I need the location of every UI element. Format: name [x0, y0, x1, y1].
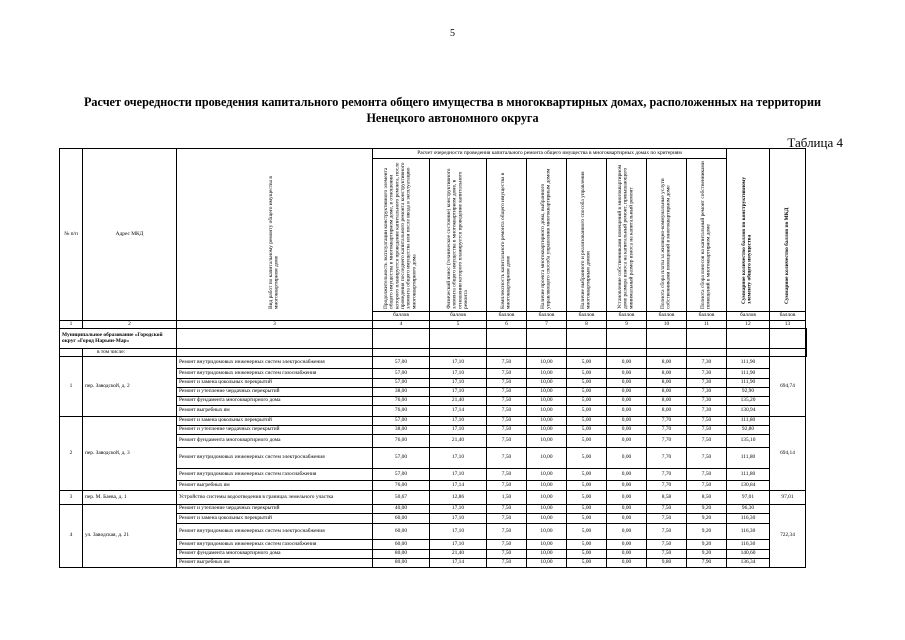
score-cell: 111,90 — [727, 357, 770, 369]
score-cell: 10,00 — [527, 505, 567, 514]
score-cell: 5,00 — [567, 379, 607, 388]
score-cell: 7,90 — [687, 559, 727, 568]
score-cell: 7,70 — [647, 481, 687, 491]
score-cell: 0,00 — [607, 505, 647, 514]
house-number: 1 — [60, 357, 83, 417]
score-cell: 5,00 — [567, 357, 607, 369]
empty-cell — [687, 349, 727, 357]
score-cell: 9,20 — [687, 550, 727, 559]
score-cell: 17,10 — [430, 388, 487, 397]
house-number: 2 — [60, 417, 83, 491]
score-cell: 10,00 — [527, 388, 567, 397]
unit-cell: баллов — [373, 312, 430, 321]
score-cell: 116,30 — [727, 524, 770, 540]
score-cell: 111,90 — [727, 379, 770, 388]
house-number: 4 — [60, 505, 83, 568]
score-cell: 7,50 — [687, 435, 727, 448]
table-row — [60, 357, 807, 369]
priority-table — [59, 148, 807, 568]
score-cell: 7,50 — [487, 406, 527, 417]
score-cell: 5,00 — [567, 505, 607, 514]
score-cell: 60,00 — [373, 524, 430, 540]
score-cell: 0,00 — [607, 550, 647, 559]
score-cell: 17,10 — [430, 514, 487, 524]
score-cell: 17,10 — [430, 357, 487, 369]
table-body — [60, 329, 807, 568]
house-address: пер. Заводской, д. 2 — [83, 357, 177, 417]
score-cell: 7,70 — [647, 417, 687, 426]
score-cell: 7,50 — [487, 481, 527, 491]
score-cell: 111,80 — [727, 448, 770, 469]
unit-cell: баллов — [770, 312, 806, 321]
score-cell: 7,30 — [687, 406, 727, 417]
score-cell: 10,00 — [527, 406, 567, 417]
score-cell: 8,00 — [647, 369, 687, 379]
work-type-cell: Ремонт и замена цокольных перекрытий — [177, 514, 373, 524]
unit-cell: баллов — [527, 312, 567, 321]
header-crit-8-text: Полнота сбора взносов на капитальный ремонт собственниками помещений в многоквартирном доме — [699, 161, 712, 309]
score-cell: 7,50 — [487, 524, 527, 540]
score-cell: 17,14 — [430, 406, 487, 417]
score-cell: 21,40 — [430, 435, 487, 448]
score-cell: 0,00 — [607, 481, 647, 491]
score-cell: 10,00 — [527, 469, 567, 481]
table-row — [60, 505, 807, 514]
empty-cell — [647, 349, 687, 357]
score-cell: 97,01 — [727, 491, 770, 505]
header-crit-5 — [567, 159, 607, 312]
header-crit-10 — [770, 149, 806, 312]
score-cell: 7,50 — [487, 379, 527, 388]
score-cell: 7,50 — [647, 550, 687, 559]
score-cell: 7,50 — [487, 505, 527, 514]
score-cell: 7,50 — [487, 388, 527, 397]
score-cell: 9,20 — [687, 524, 727, 540]
municipality-cell: Муниципальное образование «Городской округ «Город Нарьян-Мар» — [60, 329, 177, 349]
work-type-cell: Ремонт выгребных ям — [177, 559, 373, 568]
score-cell: 1,50 — [487, 491, 527, 505]
score-cell: 12,86 — [430, 491, 487, 505]
score-cell: 7,50 — [487, 469, 527, 481]
score-cell: 7,50 — [487, 559, 527, 568]
score-cell: 17,10 — [430, 540, 487, 550]
score-cell: 7,50 — [487, 514, 527, 524]
score-cell: 5,00 — [567, 417, 607, 426]
house-address: пер. Заводской, д. 3 — [83, 417, 177, 491]
score-cell: 17,10 — [430, 524, 487, 540]
unit-cell: баллов — [567, 312, 607, 321]
score-cell: 130,84 — [727, 481, 770, 491]
header-crit-6 — [607, 159, 647, 312]
score-cell: 7,70 — [647, 426, 687, 435]
header-crit-9-text: Суммарное количество баллов по конструктивному элементу общего имущества — [741, 176, 753, 304]
unit-cell: баллов — [487, 312, 527, 321]
score-cell: 10,00 — [527, 550, 567, 559]
column-number-cell: 8 — [567, 321, 607, 329]
header-crit-7-text: Полнота сбора платы за жилищно-коммунальные услуги собственниками помещений в многоквартирном доме — [659, 178, 672, 309]
score-cell: 10,00 — [527, 491, 567, 505]
empty-cell — [487, 329, 527, 349]
table-label: Таблица 4 — [787, 135, 843, 150]
column-number-cell: 1 — [60, 321, 83, 329]
score-cell: 7,30 — [687, 379, 727, 388]
house-address: пер. М. Баева, д. 1 — [83, 491, 177, 505]
score-cell: 0,00 — [607, 369, 647, 379]
header-crit-1 — [373, 159, 430, 312]
score-cell: 5,00 — [567, 388, 607, 397]
empty-cell — [806, 329, 807, 349]
score-cell: 9,80 — [647, 559, 687, 568]
score-cell: 17,14 — [430, 559, 487, 568]
work-type-cell: Ремонт фундамента многоквартирного дома — [177, 397, 373, 406]
column-number-cell: 4 — [373, 321, 430, 329]
score-cell: 21,40 — [430, 397, 487, 406]
work-type-cell: Ремонт внутридомовых инженерных систем газоснабжения — [177, 540, 373, 550]
score-cell: 0,00 — [607, 491, 647, 505]
score-cell: 5,00 — [567, 426, 607, 435]
work-type-cell: Ремонт и утепление чердачных перекрытий — [177, 388, 373, 397]
score-cell: 0,00 — [607, 357, 647, 369]
page-number: 5 — [450, 28, 455, 39]
score-cell: 7,50 — [487, 448, 527, 469]
work-type-cell: Ремонт внутридомовых инженерных систем электроснабжения — [177, 448, 373, 469]
column-number-cell: 6 — [487, 321, 527, 329]
house-total-score: 694,74 — [770, 357, 806, 417]
empty-cell — [647, 329, 687, 349]
document-title — [40, 94, 865, 126]
score-cell: 76,00 — [373, 435, 430, 448]
score-cell: 5,00 — [567, 397, 607, 406]
score-cell: 5,00 — [567, 559, 607, 568]
work-type-cell: Ремонт и утепление чердачных перекрытий — [177, 505, 373, 514]
header-num: № п/п — [60, 149, 83, 321]
column-number-cell: 7 — [527, 321, 567, 329]
score-cell: 7,50 — [647, 514, 687, 524]
score-cell: 8,00 — [647, 379, 687, 388]
score-cell: 0,00 — [607, 524, 647, 540]
work-type-cell: Ремонт и утепление чердачных перекрытий — [177, 426, 373, 435]
empty-cell — [607, 349, 647, 357]
house-total-score: 722,34 — [770, 505, 806, 568]
column-number-cell: 3 — [177, 321, 373, 329]
score-cell: 10,00 — [527, 379, 567, 388]
score-cell: 38,00 — [373, 426, 430, 435]
header-work-type — [177, 149, 373, 321]
score-cell: 5,00 — [567, 514, 607, 524]
score-cell: 92,90 — [727, 388, 770, 397]
score-cell: 50,67 — [373, 491, 430, 505]
score-cell: 140,60 — [727, 550, 770, 559]
empty-cell — [770, 329, 806, 349]
score-cell: 135,10 — [727, 435, 770, 448]
score-cell: 7,70 — [647, 448, 687, 469]
work-type-cell: Ремонт выгребных ям — [177, 481, 373, 491]
empty-cell — [527, 329, 567, 349]
score-cell: 5,00 — [567, 481, 607, 491]
header-crit-1-text: Продолжительность эксплуатации конструктивного элемента общего имущества в многоквартирном доме, в отношении которого планируется проведение капитального ремонта, после проведения последнего капитального ремонта конструктивного элемента общего имущества или после ввода в эксплуатацию многоквартирного дома — [382, 162, 418, 309]
work-type-cell: Ремонт внутридомовых инженерных систем газоснабжения — [177, 469, 373, 481]
empty-cell — [177, 349, 373, 357]
column-number-cell: 12 — [727, 321, 770, 329]
score-cell: 10,00 — [527, 417, 567, 426]
score-cell: 17,10 — [430, 426, 487, 435]
score-cell: 0,00 — [607, 514, 647, 524]
score-cell: 8,00 — [647, 388, 687, 397]
work-type-cell: Ремонт и замена цокольных перекрытий — [177, 379, 373, 388]
score-cell: 111,90 — [727, 369, 770, 379]
score-cell: 40,00 — [373, 505, 430, 514]
score-cell: 57,00 — [373, 357, 430, 369]
empty-cell — [430, 329, 487, 349]
score-cell: 17,14 — [430, 481, 487, 491]
header-address: Адрес МКД — [83, 149, 177, 321]
score-cell: 7,50 — [687, 448, 727, 469]
header-criteria-group: Расчет очередности проведения капитального ремонта общего имущества в многоквартирных домах по критериям — [373, 149, 727, 159]
score-cell: 7,50 — [487, 397, 527, 406]
score-cell: 7,50 — [487, 426, 527, 435]
score-cell: 10,00 — [527, 514, 567, 524]
score-cell: 8,00 — [647, 406, 687, 417]
score-cell: 5,00 — [567, 435, 607, 448]
score-cell: 0,00 — [607, 435, 647, 448]
header-crit-9 — [727, 149, 770, 312]
work-type-cell: Ремонт выгребных ям — [177, 406, 373, 417]
header-crit-5-text: Наличие выбранного и реализованного способа управления многоквартирным домом — [579, 171, 592, 309]
score-cell: 136,34 — [727, 559, 770, 568]
header-crit-4-text: Наличие проекта многоквартирного дома, выбранного управляющего способа управления многоквартирным домом — [539, 168, 552, 309]
work-type-cell: Ремонт внутридомовых инженерных систем электроснабжения — [177, 524, 373, 540]
score-cell: 7,50 — [687, 417, 727, 426]
header-crit-8 — [687, 159, 727, 312]
score-cell: 10,00 — [527, 369, 567, 379]
score-cell: 116,30 — [727, 540, 770, 550]
score-cell: 10,00 — [527, 559, 567, 568]
score-cell: 116,30 — [727, 514, 770, 524]
score-cell: 5,00 — [567, 469, 607, 481]
score-cell: 10,00 — [527, 540, 567, 550]
empty-cell — [373, 349, 430, 357]
work-type-cell: Ремонт и замена цокольных перекрытий — [177, 417, 373, 426]
empty-cell — [607, 329, 647, 349]
score-cell: 5,00 — [567, 550, 607, 559]
score-cell: 10,00 — [527, 448, 567, 469]
score-cell: 0,00 — [607, 469, 647, 481]
including-label: в том числе: — [83, 349, 177, 357]
score-cell: 9,20 — [687, 505, 727, 514]
score-cell: 17,10 — [430, 448, 487, 469]
score-cell: 17,10 — [430, 417, 487, 426]
score-cell: 8,50 — [687, 491, 727, 505]
header-crit-2 — [430, 159, 487, 312]
score-cell: 7,30 — [687, 397, 727, 406]
score-cell: 0,00 — [607, 406, 647, 417]
score-cell: 0,00 — [607, 397, 647, 406]
unit-cell: баллов — [607, 312, 647, 321]
score-cell: 57,00 — [373, 469, 430, 481]
table-row — [60, 417, 807, 426]
score-cell: 92,80 — [727, 426, 770, 435]
score-cell: 7,50 — [487, 550, 527, 559]
unit-cell: баллов — [430, 312, 487, 321]
empty-cell — [567, 329, 607, 349]
score-cell: 76,00 — [373, 397, 430, 406]
score-cell: 7,50 — [647, 524, 687, 540]
score-cell: 8,58 — [647, 491, 687, 505]
empty-cell — [60, 349, 83, 357]
score-cell: 5,00 — [567, 491, 607, 505]
score-cell: 7,30 — [687, 369, 727, 379]
score-cell: 7,50 — [487, 417, 527, 426]
score-cell: 57,00 — [373, 448, 430, 469]
column-number-cell: 5 — [430, 321, 487, 329]
column-numbers-row — [60, 321, 807, 329]
score-cell: 111,80 — [727, 469, 770, 481]
work-type-cell: Ремонт фундамента многоквартирного дома — [177, 550, 373, 559]
score-cell: 7,50 — [647, 540, 687, 550]
score-cell: 10,00 — [527, 397, 567, 406]
score-cell: 9,20 — [687, 540, 727, 550]
house-number: 3 — [60, 491, 83, 505]
empty-cell — [567, 349, 607, 357]
score-cell: 8,00 — [647, 357, 687, 369]
score-cell: 57,00 — [373, 369, 430, 379]
score-cell: 7,50 — [487, 369, 527, 379]
score-cell: 96,30 — [727, 505, 770, 514]
score-cell: 7,30 — [687, 357, 727, 369]
score-cell: 7,50 — [647, 505, 687, 514]
score-cell: 7,50 — [487, 435, 527, 448]
house-address: ул. Заводская, д. 21 — [83, 505, 177, 568]
work-type-cell: Ремонт фундамента многоквартирного дома — [177, 435, 373, 448]
empty-cell — [727, 329, 770, 349]
column-number-cell: 13 — [770, 321, 806, 329]
empty-cell — [806, 349, 807, 357]
empty-cell — [177, 329, 373, 349]
score-cell: 5,00 — [567, 406, 607, 417]
unit-cell: баллов — [647, 312, 687, 321]
work-type-cell: Устройство системы водоотведения в границах земельного участка — [177, 491, 373, 505]
score-cell: 17,10 — [430, 369, 487, 379]
header-crit-3-text: Комплексность капитального ремонта общего имущества в многоквартирном доме — [499, 172, 512, 309]
score-cell: 10,00 — [527, 426, 567, 435]
header-crit-7 — [647, 159, 687, 312]
score-cell: 80,00 — [373, 559, 430, 568]
header-crit-10-text: Суммарное количество баллов по МКД — [783, 207, 790, 304]
score-cell: 17,10 — [430, 379, 487, 388]
score-cell: 5,00 — [567, 369, 607, 379]
score-cell: 10,00 — [527, 357, 567, 369]
score-cell: 10,00 — [527, 481, 567, 491]
score-cell: 60,00 — [373, 514, 430, 524]
score-cell: 5,00 — [567, 540, 607, 550]
score-cell: 7,50 — [487, 540, 527, 550]
header-crit-6-text: Установление собственниками помещений в многоквартирном доме размера взноса на капитальный ремонт, превышающего минимальный размер взноса на капитальный ремонт — [616, 164, 635, 309]
empty-cell — [373, 329, 430, 349]
empty-cell — [727, 349, 770, 357]
score-cell: 5,00 — [567, 524, 607, 540]
score-cell: 0,00 — [607, 417, 647, 426]
work-type-cell: Ремонт внутридомовых инженерных систем электроснабжения — [177, 357, 373, 369]
unit-cell: баллов — [727, 312, 770, 321]
score-cell: 76,00 — [373, 406, 430, 417]
title-line-1: Расчет очередности проведения капитального ремонта общего имущества в многоквартирных домах, расположенных на территории — [83, 95, 822, 109]
house-total-score: 97,01 — [770, 491, 806, 505]
score-cell: 7,30 — [687, 388, 727, 397]
score-cell: 7,50 — [687, 426, 727, 435]
score-cell: 60,00 — [373, 540, 430, 550]
score-cell: 10,00 — [527, 435, 567, 448]
score-cell: 38,00 — [373, 388, 430, 397]
score-cell: 0,00 — [607, 426, 647, 435]
header-crit-4 — [527, 159, 567, 312]
empty-cell — [687, 329, 727, 349]
header-work-type-text: Вид работ по капитальному ремонту общего имущества в многоквартирном доме — [267, 175, 280, 309]
score-cell: 7,70 — [647, 469, 687, 481]
score-cell: 7,70 — [647, 435, 687, 448]
score-cell: 0,00 — [607, 559, 647, 568]
empty-cell — [527, 349, 567, 357]
score-cell: 111,80 — [727, 417, 770, 426]
empty-cell — [430, 349, 487, 357]
score-cell: 76,00 — [373, 481, 430, 491]
column-number-cell: 11 — [687, 321, 727, 329]
score-cell: 7,50 — [487, 357, 527, 369]
score-cell: 10,00 — [527, 524, 567, 540]
empty-cell — [770, 349, 806, 357]
score-cell: 17,10 — [430, 505, 487, 514]
score-cell: 17,10 — [430, 469, 487, 481]
header-crit-3 — [487, 159, 527, 312]
score-cell: 8,00 — [647, 397, 687, 406]
score-cell: 0,00 — [607, 540, 647, 550]
header-crit-2-text: Физический износ (техническое состояние) конструктивного элемента общего имущества в многоквартирном доме, в отношении которого планируется проведение капитального ремонта — [445, 168, 469, 309]
house-total-score: 694,14 — [770, 417, 806, 491]
score-cell: 0,00 — [607, 379, 647, 388]
score-cell: 130,94 — [727, 406, 770, 417]
score-cell: 9,20 — [687, 514, 727, 524]
score-cell: 57,00 — [373, 379, 430, 388]
column-number-cell: 9 — [607, 321, 647, 329]
score-cell: 57,00 — [373, 417, 430, 426]
column-number-cell: 2 — [83, 321, 177, 329]
table-row — [60, 491, 807, 505]
score-cell: 7,50 — [687, 481, 727, 491]
score-cell: 0,00 — [607, 388, 647, 397]
score-cell: 5,00 — [567, 448, 607, 469]
score-cell: 21,40 — [430, 550, 487, 559]
score-cell: 135,20 — [727, 397, 770, 406]
score-cell: 0,00 — [607, 448, 647, 469]
title-line-2: Ненецкого автономного округа — [366, 111, 539, 125]
work-type-cell: Ремонт внутридомовых инженерных систем газоснабжения — [177, 369, 373, 379]
empty-cell — [487, 349, 527, 357]
score-cell: 80,00 — [373, 550, 430, 559]
score-cell: 7,50 — [687, 469, 727, 481]
column-number-cell: 10 — [647, 321, 687, 329]
unit-cell: баллов — [687, 312, 727, 321]
